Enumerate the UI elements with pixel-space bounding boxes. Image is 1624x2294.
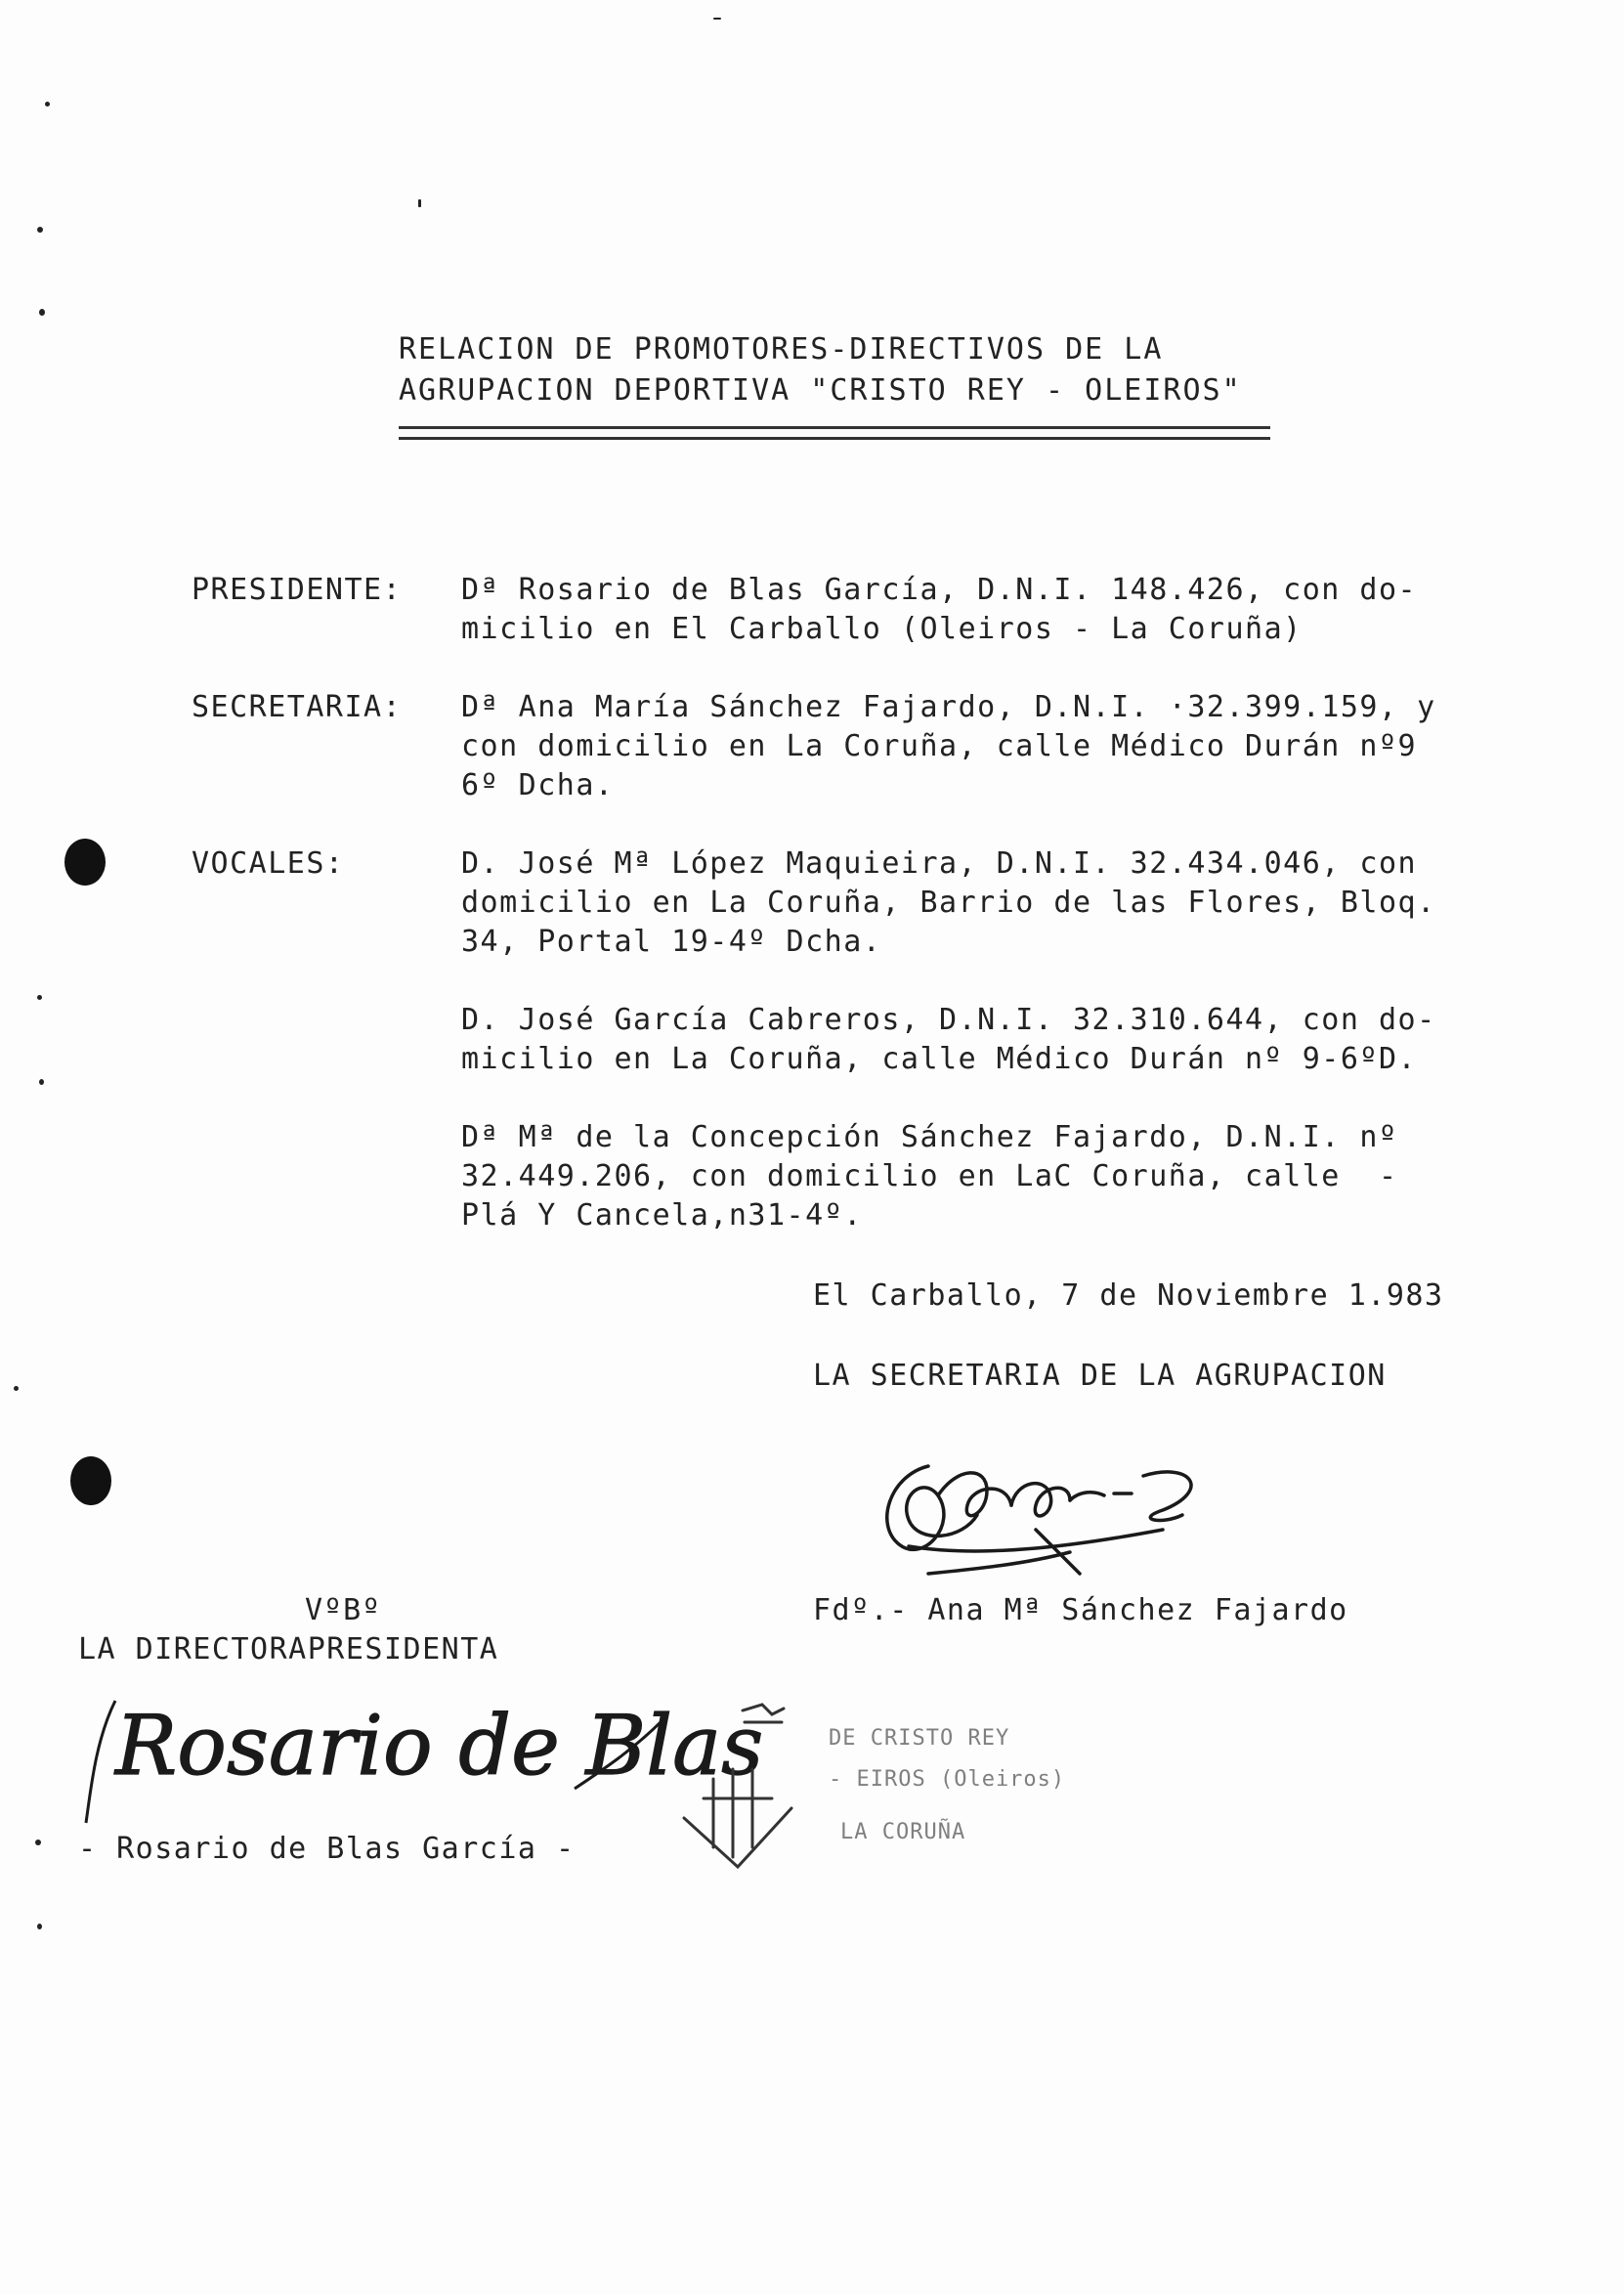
presidente-line-2: micilio en El Carballo (Oleiros - La Coruña) [461, 612, 1303, 646]
presidenta-heading: LA DIRECTORAPRESIDENTA [78, 1632, 499, 1666]
title-underline [399, 426, 1270, 440]
secretaria-label: SECRETARIA: [192, 690, 403, 724]
vocal-2-line-1: D. José García Cabreros, D.N.I. 32.310.644, con do- [461, 1003, 1436, 1037]
speck [35, 1840, 41, 1845]
secretaria-signature [870, 1437, 1221, 1583]
place-date: El Carballo, 7 de Noviembre 1.983 [813, 1278, 1444, 1313]
speck [418, 199, 421, 207]
speck [713, 18, 721, 20]
vobo-mark: VºBº [305, 1593, 382, 1627]
speck [39, 1079, 44, 1085]
secretaria-signed-name: Fdº.- Ana Mª Sánchez Fajardo [813, 1593, 1348, 1627]
punch-hole-lower [70, 1456, 111, 1505]
speck [39, 309, 45, 316]
svg-text:Rosario de Blas: Rosario de Blas [115, 1698, 764, 1794]
vocal-1-line-2: domicilio en La Coruña, Barrio de las Flores, Bloq. [461, 886, 1436, 920]
vocal-2-line-2: micilio en La Coruña, calle Médico Durán nº 9-6ºD. [461, 1042, 1418, 1076]
seal-emblem-icon [674, 1701, 801, 1877]
vocal-3-line-1: Dª Mª de la Concepción Sánchez Fajardo, D.N.I. nº [461, 1120, 1398, 1154]
secretaria-heading: LA SECRETARIA DE LA AGRUPACION [813, 1359, 1387, 1393]
secretaria-line-2: con domicilio en La Coruña, calle Médico Durán nº9 [461, 729, 1418, 763]
presidenta-signature [86, 1681, 764, 1828]
vocales-label: VOCALES: [192, 846, 345, 881]
presidente-label: PRESIDENTE: [192, 573, 403, 607]
secretaria-line-3: 6º Dcha. [461, 768, 615, 802]
vocal-3-line-3: Plá Y Cancela,n31-4º. [461, 1198, 863, 1233]
vocal-3-line-2: 32.449.206, con domicilio en LaC Coruña, calle - [461, 1159, 1398, 1193]
speck [37, 995, 42, 1000]
secretaria-line-1: Dª Ana María Sánchez Fajardo, D.N.I. ·32.399.159, y [461, 690, 1436, 724]
speck [37, 227, 43, 233]
punch-hole-upper [64, 839, 106, 886]
speck [14, 1386, 19, 1391]
stamp-line-3: LA CORUÑA [840, 1820, 966, 1844]
speck [45, 102, 50, 107]
title-line-1: RELACION DE PROMOTORES-DIRECTIVOS DE LA [399, 332, 1164, 367]
speck [37, 1924, 42, 1929]
vocal-1-line-1: D. José Mª López Maquieira, D.N.I. 32.434.046, con [461, 846, 1418, 881]
presidenta-signed-name: - Rosario de Blas García - [78, 1832, 576, 1866]
stamp-line-2: - EIROS (Oleiros) [829, 1767, 1066, 1792]
stamp-line-1: DE CRISTO REY [829, 1726, 1010, 1751]
vocal-1-line-3: 34, Portal 19-4º Dcha. [461, 925, 882, 959]
title-line-2: AGRUPACION DEPORTIVA "CRISTO REY - OLEIROS" [399, 373, 1242, 408]
presidente-line-1: Dª Rosario de Blas García, D.N.I. 148.426, con do- [461, 573, 1418, 607]
